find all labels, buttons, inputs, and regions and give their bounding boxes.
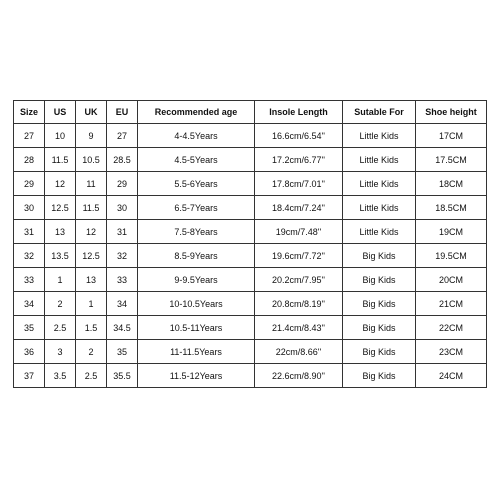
cell-insole-length: 22.6cm/8.90'' (255, 364, 343, 388)
table-row (14, 268, 487, 292)
cell-uk: 1.5 (76, 316, 107, 340)
table-row (14, 292, 487, 316)
cell-us: 2.5 (45, 316, 76, 340)
cell-uk: 12 (76, 220, 107, 244)
cell-suitable-for: Little Kids (343, 220, 416, 244)
cell-shoe-height: 17.5CM (416, 148, 487, 172)
cell-eu: 31 (107, 220, 138, 244)
table-row (14, 316, 487, 340)
cell-uk: 12.5 (76, 244, 107, 268)
cell-recommended-age: 4-4.5Years (138, 124, 255, 148)
cell-recommended-age: 10.5-11Years (138, 316, 255, 340)
cell-shoe-height: 24CM (416, 364, 487, 388)
cell-recommended-age: 5.5-6Years (138, 172, 255, 196)
cell-recommended-age: 7.5-8Years (138, 220, 255, 244)
cell-us: 3 (45, 340, 76, 364)
cell-suitable-for: Big Kids (343, 364, 416, 388)
table-row (14, 364, 487, 388)
cell-suitable-for: Big Kids (343, 316, 416, 340)
cell-size: 30 (14, 196, 45, 220)
cell-size: 32 (14, 244, 45, 268)
cell-us: 11.5 (45, 148, 76, 172)
cell-insole-length: 16.6cm/6.54'' (255, 124, 343, 148)
cell-us: 1 (45, 268, 76, 292)
cell-insole-length: 17.2cm/6.77'' (255, 148, 343, 172)
header-us: US (45, 101, 76, 124)
cell-uk: 13 (76, 268, 107, 292)
header-uk: UK (76, 101, 107, 124)
cell-suitable-for: Big Kids (343, 268, 416, 292)
cell-uk: 2.5 (76, 364, 107, 388)
cell-insole-length: 20.8cm/8.19'' (255, 292, 343, 316)
table-row (14, 148, 487, 172)
cell-recommended-age: 8.5-9Years (138, 244, 255, 268)
cell-insole-length: 18.4cm/7.24'' (255, 196, 343, 220)
header-recommended-age: Recommended age (138, 101, 255, 124)
cell-size: 37 (14, 364, 45, 388)
cell-us: 10 (45, 124, 76, 148)
cell-uk: 1 (76, 292, 107, 316)
cell-shoe-height: 21CM (416, 292, 487, 316)
cell-eu: 29 (107, 172, 138, 196)
cell-shoe-height: 19CM (416, 220, 487, 244)
cell-shoe-height: 17CM (416, 124, 487, 148)
header-eu: EU (107, 101, 138, 124)
cell-shoe-height: 18CM (416, 172, 487, 196)
cell-us: 12 (45, 172, 76, 196)
cell-eu: 32 (107, 244, 138, 268)
cell-suitable-for: Big Kids (343, 292, 416, 316)
table-row (14, 220, 487, 244)
cell-us: 2 (45, 292, 76, 316)
cell-uk: 9 (76, 124, 107, 148)
cell-eu: 34 (107, 292, 138, 316)
cell-size: 34 (14, 292, 45, 316)
cell-recommended-age: 10-10.5Years (138, 292, 255, 316)
cell-size: 35 (14, 316, 45, 340)
cell-recommended-age: 6.5-7Years (138, 196, 255, 220)
cell-suitable-for: Little Kids (343, 148, 416, 172)
cell-us: 12.5 (45, 196, 76, 220)
cell-shoe-height: 18.5CM (416, 196, 487, 220)
cell-eu: 35.5 (107, 364, 138, 388)
header-shoe-height: Shoe height (416, 101, 487, 124)
cell-suitable-for: Big Kids (343, 244, 416, 268)
table-row (14, 196, 487, 220)
cell-us: 13 (45, 220, 76, 244)
cell-recommended-age: 9-9.5Years (138, 268, 255, 292)
cell-shoe-height: 23CM (416, 340, 487, 364)
cell-uk: 10.5 (76, 148, 107, 172)
cell-shoe-height: 19.5CM (416, 244, 487, 268)
cell-size: 31 (14, 220, 45, 244)
table-row (14, 124, 487, 148)
header-size: Size (14, 101, 45, 124)
cell-size: 27 (14, 124, 45, 148)
cell-insole-length: 17.8cm/7.01'' (255, 172, 343, 196)
cell-suitable-for: Little Kids (343, 196, 416, 220)
cell-shoe-height: 20CM (416, 268, 487, 292)
cell-recommended-age: 11-11.5Years (138, 340, 255, 364)
cell-insole-length: 20.2cm/7.95'' (255, 268, 343, 292)
header-insole-length: Insole Length (255, 101, 343, 124)
cell-recommended-age: 4.5-5Years (138, 148, 255, 172)
cell-shoe-height: 22CM (416, 316, 487, 340)
cell-us: 3.5 (45, 364, 76, 388)
table-body (14, 124, 487, 388)
cell-eu: 28.5 (107, 148, 138, 172)
cell-eu: 27 (107, 124, 138, 148)
cell-eu: 33 (107, 268, 138, 292)
cell-eu: 35 (107, 340, 138, 364)
table-row (14, 340, 487, 364)
cell-uk: 11 (76, 172, 107, 196)
cell-size: 29 (14, 172, 45, 196)
cell-suitable-for: Little Kids (343, 172, 416, 196)
cell-uk: 11.5 (76, 196, 107, 220)
cell-uk: 2 (76, 340, 107, 364)
table-header-row (14, 101, 487, 124)
size-chart-table (13, 100, 487, 388)
cell-insole-length: 19.6cm/7.72'' (255, 244, 343, 268)
cell-insole-length: 22cm/8.66'' (255, 340, 343, 364)
table-row (14, 244, 487, 268)
cell-insole-length: 19cm/7.48'' (255, 220, 343, 244)
cell-size: 33 (14, 268, 45, 292)
cell-us: 13.5 (45, 244, 76, 268)
cell-size: 28 (14, 148, 45, 172)
table-row (14, 172, 487, 196)
cell-size: 36 (14, 340, 45, 364)
cell-recommended-age: 11.5-12Years (138, 364, 255, 388)
cell-suitable-for: Little Kids (343, 124, 416, 148)
cell-eu: 34.5 (107, 316, 138, 340)
header-suitable-for: Sutable For (343, 101, 416, 124)
cell-insole-length: 21.4cm/8.43'' (255, 316, 343, 340)
cell-eu: 30 (107, 196, 138, 220)
cell-suitable-for: Big Kids (343, 340, 416, 364)
